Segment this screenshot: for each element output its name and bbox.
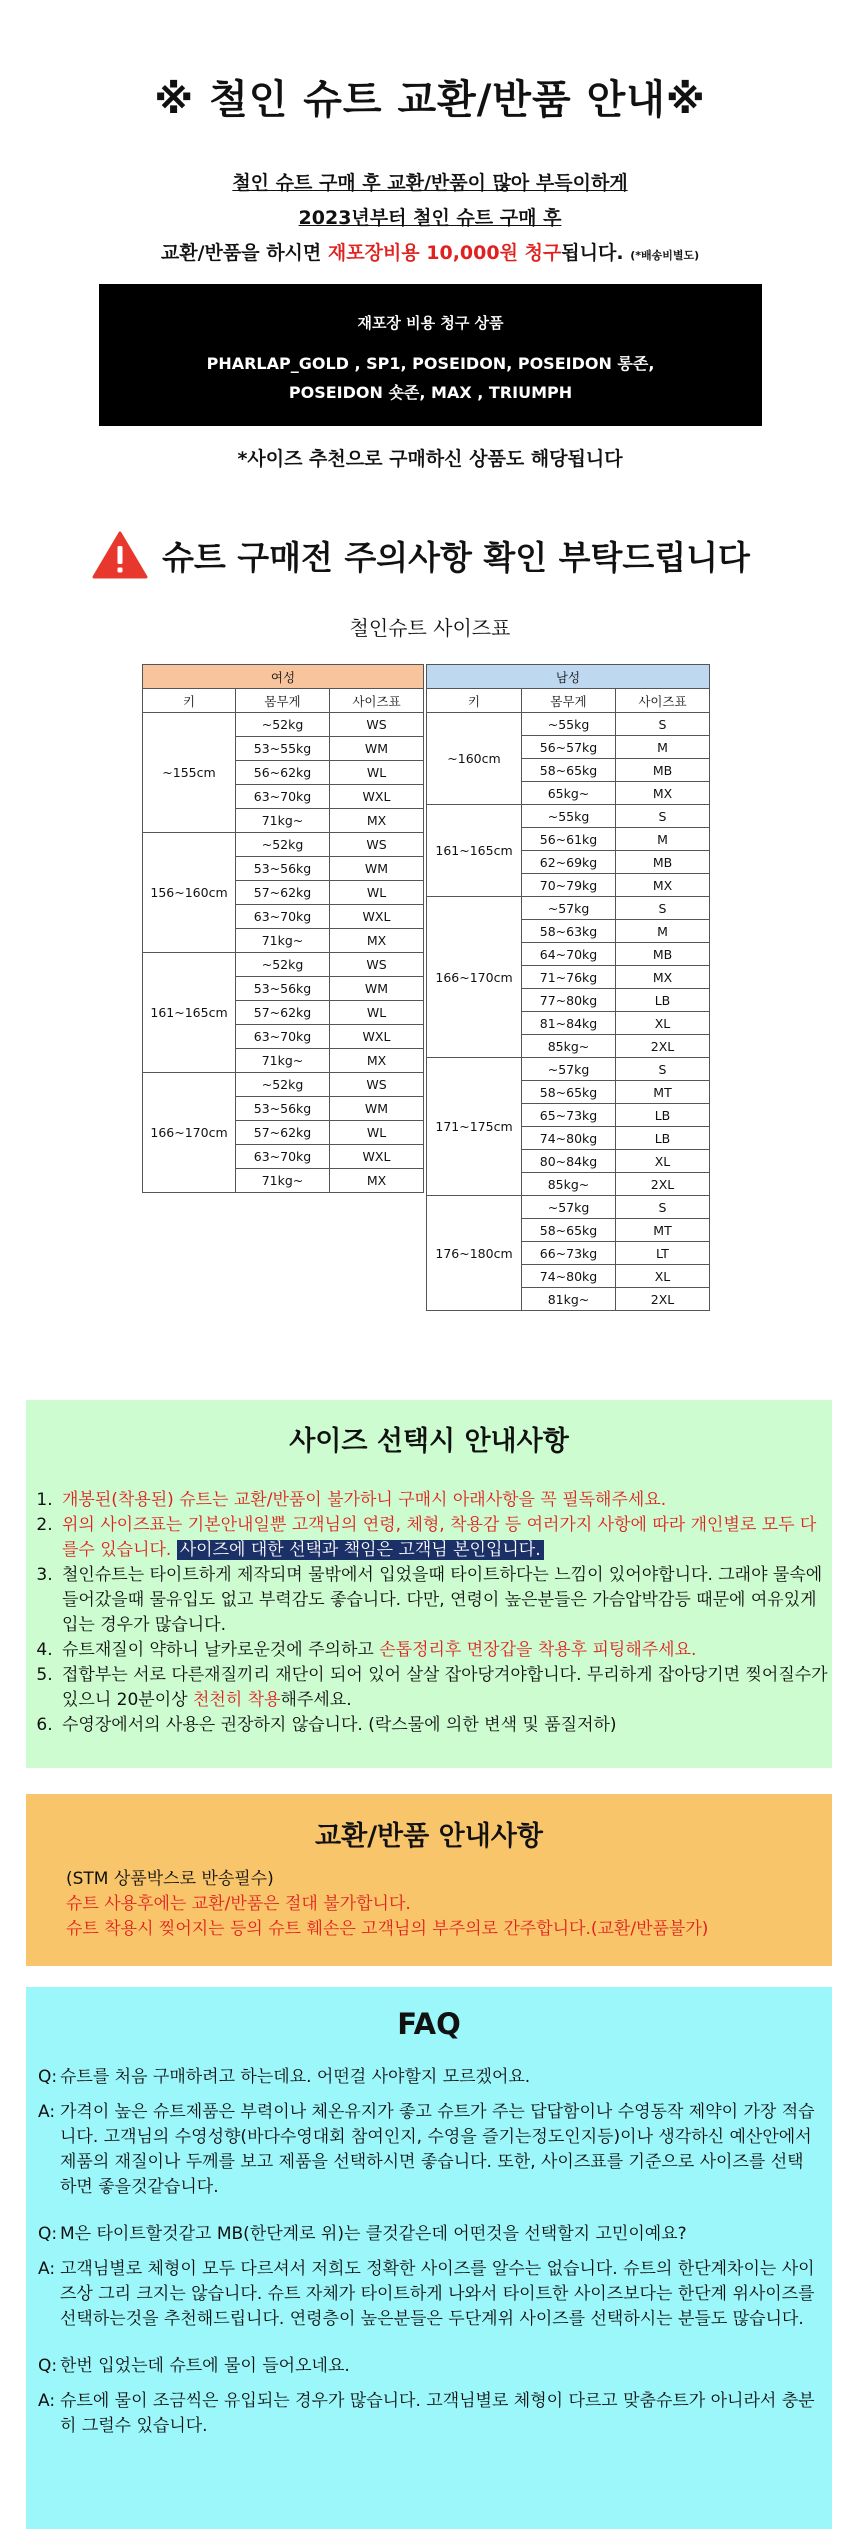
weight-cell: 58~63kg xyxy=(522,920,616,943)
size-cell: M xyxy=(616,828,710,851)
exchange-line: 슈트 사용후에는 교환/반품은 절대 불가합니다. xyxy=(66,1894,411,1914)
intro-notice xyxy=(0,166,860,273)
weight-cell: 63~70kg xyxy=(236,905,330,929)
table-row xyxy=(143,713,424,737)
weight-cell: 70~79kg xyxy=(522,874,616,897)
size-cell: S xyxy=(616,713,710,736)
size-cell: WS xyxy=(330,713,424,737)
weight-cell: ~55kg xyxy=(522,713,616,736)
height-cell: 161~165cm xyxy=(143,953,236,1073)
size-cell: 2XL xyxy=(616,1288,710,1311)
warning-banner xyxy=(92,530,750,580)
women-size-table xyxy=(142,664,424,1193)
size-cell: MX xyxy=(330,1049,424,1073)
intro-line-2: 2023년부터 철인 슈트 구매 후 xyxy=(298,207,562,229)
size-cell: WM xyxy=(330,1097,424,1121)
col-height: 키 xyxy=(143,689,236,713)
weight-cell: 53~56kg xyxy=(236,857,330,881)
responsibility-highlight: 사이즈에 대한 선택과 책임은 고객님 본인입니다. xyxy=(177,1540,544,1560)
size-cell: WM xyxy=(330,977,424,1001)
size-recommend-note: *사이즈 추천으로 구매하신 상품도 해당됩니다 xyxy=(237,448,623,470)
intro-line-1: 철인 슈트 구매 후 교환/반품이 많아 부득이하게 xyxy=(232,172,628,194)
weight-cell: 58~65kg xyxy=(522,1219,616,1242)
weight-cell: 71kg~ xyxy=(236,1169,330,1193)
size-cell: MX xyxy=(330,1169,424,1193)
weight-cell: ~57kg xyxy=(522,1196,616,1219)
weight-cell: 57~62kg xyxy=(236,1001,330,1025)
col-size: 사이즈표 xyxy=(330,689,424,713)
men-size-table xyxy=(426,664,710,1311)
height-cell: 171~175cm xyxy=(427,1058,522,1196)
warning-icon xyxy=(92,530,148,580)
col-weight: 몸무게 xyxy=(522,689,616,713)
size-cell: WM xyxy=(330,857,424,881)
size-cell: 2XL xyxy=(616,1035,710,1058)
weight-cell: 85kg~ xyxy=(522,1173,616,1196)
height-cell: 156~160cm xyxy=(143,833,236,953)
list-item: 6. 수영장에서의 사용은 권장하지 않습니다. (락스물에 의한 변색 및 품질저하) xyxy=(58,1713,832,1738)
size-cell: WXL xyxy=(330,1145,424,1169)
size-cell: LB xyxy=(616,1104,710,1127)
weight-cell: 53~55kg xyxy=(236,737,330,761)
weight-cell: 62~69kg xyxy=(522,851,616,874)
weight-cell: 77~80kg xyxy=(522,989,616,1012)
weight-cell: 56~61kg xyxy=(522,828,616,851)
weight-cell: ~52kg xyxy=(236,953,330,977)
exchange-guide-title: 교환/반품 안내사항 xyxy=(315,1821,543,1852)
size-cell: WM xyxy=(330,737,424,761)
charge-products-list: PHARLAP_GOLD , SP1, POSEIDON, POSEIDON 롱존, POSEIDON 숏존, MAX , TRIUMPH xyxy=(206,354,655,402)
weight-cell: ~52kg xyxy=(236,713,330,737)
weight-cell: 71kg~ xyxy=(236,1049,330,1073)
size-cell: WXL xyxy=(330,785,424,809)
size-cell: WS xyxy=(330,953,424,977)
size-cell: MB xyxy=(616,943,710,966)
exchange-line: (STM 상품박스로 반송필수) xyxy=(66,1869,274,1889)
weight-cell: 56~62kg xyxy=(236,761,330,785)
size-cell: MT xyxy=(616,1081,710,1104)
weight-cell: ~57kg xyxy=(522,897,616,920)
faq-title: FAQ xyxy=(397,2007,461,2041)
col-weight: 몸무게 xyxy=(236,689,330,713)
size-guide-box xyxy=(26,1400,832,1768)
page-title: ※ 철인 슈트 교환/반품 안내※ xyxy=(154,77,706,123)
weight-cell: 58~65kg xyxy=(522,759,616,782)
weight-cell: 65kg~ xyxy=(522,782,616,805)
weight-cell: 71kg~ xyxy=(236,929,330,953)
weight-cell: 74~80kg xyxy=(522,1127,616,1150)
list-item: 3. 철인슈트는 타이트하게 제작되며 물밖에서 입었을때 타이트하다는 느낌이 있어야합니다. 그래야 물속에 들어갔을때 물유입도 없고 부력감도 좋습니다. 다만, 연령이 높은분들은 가슴압박감등 때문에 여유있게 입는 경우가 많습니다. xyxy=(58,1563,832,1638)
weight-cell: 80~84kg xyxy=(522,1150,616,1173)
weight-cell: 85kg~ xyxy=(522,1035,616,1058)
height-cell: 166~170cm xyxy=(143,1073,236,1193)
size-cell: LB xyxy=(616,989,710,1012)
col-size: 사이즈표 xyxy=(616,689,710,713)
size-guide-title: 사이즈 선택시 안내사항 xyxy=(289,1426,569,1457)
col-height: 키 xyxy=(427,689,522,713)
size-cell: MB xyxy=(616,851,710,874)
weight-cell: 71~76kg xyxy=(522,966,616,989)
list-item: 5. 접합부는 서로 다른재질끼리 재단이 되어 있어 살살 잡아당겨야합니다. 무리하게 잡아당기면 찢어질수가 있으니 20분이상 천천히 착용해주세요. xyxy=(58,1663,832,1713)
weight-cell: 66~73kg xyxy=(522,1242,616,1265)
exchange-guide-box xyxy=(26,1794,832,1966)
size-cell: S xyxy=(616,897,710,920)
size-cell: LT xyxy=(616,1242,710,1265)
weight-cell: 53~56kg xyxy=(236,1097,330,1121)
list-item: 4. 슈트재질이 약하니 날카로운것에 주의하고 손톱정리후 면장갑을 착용후 피팅해주세요. xyxy=(58,1638,832,1663)
table-row xyxy=(427,713,710,736)
weight-cell: 53~56kg xyxy=(236,977,330,1001)
weight-cell: 81kg~ xyxy=(522,1288,616,1311)
size-cell: M xyxy=(616,736,710,759)
women-header: 여성 xyxy=(143,665,424,689)
height-cell: ~160cm xyxy=(427,713,522,805)
size-cell: S xyxy=(616,1196,710,1219)
size-cell: MX xyxy=(616,966,710,989)
size-cell: WL xyxy=(330,881,424,905)
size-cell: MX xyxy=(330,929,424,953)
faq-question: Q: 한번 입었는데 슈트에 물이 들어오네요. xyxy=(38,2356,350,2376)
size-cell: MT xyxy=(616,1219,710,1242)
faq-answer: A: 슈트에 물이 조금씩은 유입되는 경우가 많습니다. 고객님별로 체형이 다르고 맞춤슈트가 아니라서 충분히 그럴수 있습니다. xyxy=(38,2391,815,2436)
warning-text: 슈트 구매전 주의사항 확인 부탁드립니다 xyxy=(162,537,750,577)
size-cell: MX xyxy=(616,874,710,897)
table-row xyxy=(143,833,424,857)
weight-cell: 63~70kg xyxy=(236,1145,330,1169)
weight-cell: ~52kg xyxy=(236,833,330,857)
size-cell: S xyxy=(616,1058,710,1081)
size-cell: WXL xyxy=(330,1025,424,1049)
charge-products-heading: 재포장 비용 청구 상품 xyxy=(357,314,504,332)
men-header: 남성 xyxy=(427,665,710,689)
height-cell: 161~165cm xyxy=(427,805,522,897)
weight-cell: 57~62kg xyxy=(236,1121,330,1145)
size-cell: XL xyxy=(616,1012,710,1035)
size-cell: WS xyxy=(330,833,424,857)
intro-line-3: 교환/반품을 하시면 재포장비용 10,000원 청구됩니다. (*배송비별도) xyxy=(160,242,700,264)
exchange-line: 슈트 착용시 찢어지는 등의 슈트 훼손은 고객님의 부주의로 간주합니다.(교환/반품불가) xyxy=(66,1919,709,1939)
size-cell: WL xyxy=(330,1001,424,1025)
weight-cell: ~57kg xyxy=(522,1058,616,1081)
size-cell: M xyxy=(616,920,710,943)
size-table-title: 철인슈트 사이즈표 xyxy=(349,616,511,640)
weight-cell: ~55kg xyxy=(522,805,616,828)
table-row xyxy=(143,953,424,977)
size-cell: XL xyxy=(616,1265,710,1288)
size-cell: WS xyxy=(330,1073,424,1097)
size-cell: MB xyxy=(616,759,710,782)
table-row xyxy=(427,1196,710,1219)
weight-cell: 57~62kg xyxy=(236,881,330,905)
faq-question: Q: M은 타이트할것같고 MB(한단계로 위)는 클것같은데 어떤것을 선택할지 고민이예요? xyxy=(38,2224,687,2244)
size-cell: WL xyxy=(330,1121,424,1145)
faq-box xyxy=(26,1987,832,2529)
list-item: 1. 개봉된(착용된) 슈트는 교환/반품이 불가하니 구매시 아래사항을 꼭 필독해주세요. xyxy=(58,1488,832,1513)
weight-cell: ~52kg xyxy=(236,1073,330,1097)
weight-cell: 63~70kg xyxy=(236,1025,330,1049)
size-cell: LB xyxy=(616,1127,710,1150)
weight-cell: 58~65kg xyxy=(522,1081,616,1104)
weight-cell: 63~70kg xyxy=(236,785,330,809)
list-item: 2. 위의 사이즈표는 기본안내일뿐 고객님의 연령, 체형, 착용감 등 여러가지 사항에 따라 개인별로 모두 다를수 있습니다. 사이즈에 대한 선택과 책임은 고객님 본인입니다. xyxy=(58,1513,832,1563)
table-row xyxy=(427,1058,710,1081)
size-cell: MX xyxy=(616,782,710,805)
faq-question: Q: 슈트를 처음 구매하려고 하는데요. 어떤걸 사야할지 모르겠어요. xyxy=(38,2067,531,2087)
weight-cell: 81~84kg xyxy=(522,1012,616,1035)
size-cell: 2XL xyxy=(616,1173,710,1196)
size-cell: WXL xyxy=(330,905,424,929)
size-cell: XL xyxy=(616,1150,710,1173)
weight-cell: 65~73kg xyxy=(522,1104,616,1127)
table-row xyxy=(427,805,710,828)
size-cell: WL xyxy=(330,761,424,785)
weight-cell: 71kg~ xyxy=(236,809,330,833)
height-cell: 166~170cm xyxy=(427,897,522,1058)
size-guide-list xyxy=(26,1488,832,1738)
size-cell: MX xyxy=(330,809,424,833)
table-row xyxy=(143,1073,424,1097)
weight-cell: 74~80kg xyxy=(522,1265,616,1288)
weight-cell: 64~70kg xyxy=(522,943,616,966)
charge-products-box xyxy=(99,284,762,426)
table-row xyxy=(427,897,710,920)
faq-answer: A: 고객님별로 체형이 모두 다르셔서 저희도 정확한 사이즈를 알수는 없습니다. 슈트의 한단계차이는 사이즈상 그리 크지는 않습니다. 슈트 자체가 타이트하게 나와서 타이트한 사이즈보다는 한단계 위사이즈를 선택하는것을 추천해드립니다. 연령층이 높은분들은 두단계위 사이즈를 선택하시는 분들도 많습니다. xyxy=(38,2259,815,2329)
faq-answer: A: 가격이 높은 슈트제품은 부력이나 체온유지가 좋고 슈트가 주는 답답함이나 수영동작 제약이 가장 적습니다. 고객님의 수영성향(바다수영대회 참여인지, 수영을 즐기는정도인지등)이나 생각하신 예산안에서 제품의 재질이나 두께를 보고 제품을 선택하시면 좋습니다. 또한, 사이즈표를 기준으로 사이즈를 선택하면 좋을것같습니다. xyxy=(38,2102,815,2197)
weight-cell: 56~57kg xyxy=(522,736,616,759)
height-cell: 176~180cm xyxy=(427,1196,522,1311)
height-cell: ~155cm xyxy=(143,713,236,833)
size-cell: S xyxy=(616,805,710,828)
